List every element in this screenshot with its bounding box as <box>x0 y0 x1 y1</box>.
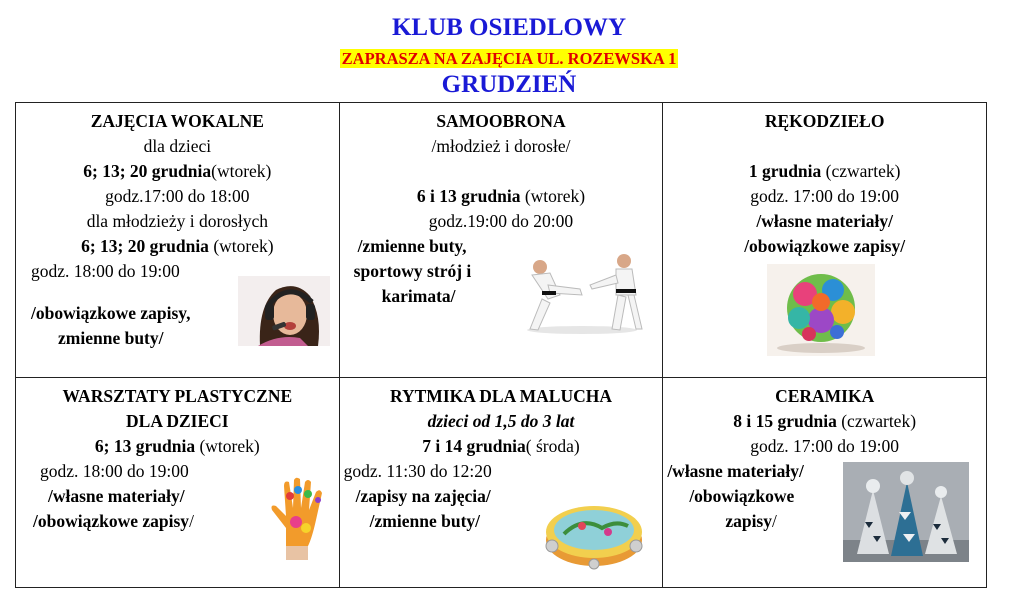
ceramics-time: godz. 17:00 do 19:00 <box>750 436 900 456</box>
ceramics-dates <box>667 409 982 434</box>
ceramics-note-2: /obowiązkowe <box>689 486 795 506</box>
cell-ceramics <box>663 378 987 588</box>
art-title-2: DLA DZIECI <box>126 411 229 431</box>
ceramics-dates-text: 8 i 15 grudnia <box>733 411 837 431</box>
selfdefense-note-2: sportowy strój i <box>353 261 472 281</box>
vocal-day-adults: (wtorek) <box>208 236 274 256</box>
selfdefense-time: godz.19:00 do 20:00 <box>428 211 574 231</box>
rhythm-time: godz. 11:30 do 12:20 <box>343 461 492 481</box>
selfdefense-title: SAMOOBRONA <box>436 111 566 131</box>
singer-image <box>238 276 330 346</box>
selfdefense-dates <box>344 184 659 209</box>
vocal-dates-kids <box>20 159 335 184</box>
selfdefense-note-1: /zmienne buty, <box>357 236 467 256</box>
handicraft-dates-text: 1 grudnia <box>748 161 822 181</box>
rhythm-title: RYTMIKA DLA MALUCHA <box>389 386 612 406</box>
vocal-note-2: zmienne buty/ <box>58 328 164 348</box>
paper-flower-ball-image <box>767 264 875 356</box>
cell-rhythm <box>339 378 663 588</box>
vocal-time-kids: godz.17:00 do 18:00 <box>105 186 250 206</box>
ceramics-note-1: /własne materiały/ <box>667 461 804 481</box>
rhythm-group: dzieci od 1,5 do 3 lat <box>427 411 575 431</box>
handicraft-title: RĘKODZIEŁO <box>764 111 885 131</box>
invite-text: ZAPRASZA NA ZAJĘCIA UL. ROZEWSKA 1 <box>341 49 677 68</box>
vocal-dates-kids-text: 6; 13; 20 grudnia <box>83 161 212 181</box>
rhythm-note-1: /zapisy na zajęcia/ <box>355 486 491 506</box>
art-note-2: /obowiązkowe zapisy <box>33 511 190 531</box>
art-day: (wtorek) <box>195 436 260 456</box>
vocal-group-adults: dla młodzieży i dorosłych <box>86 211 268 231</box>
ceramics-day: (czwartek) <box>836 411 917 431</box>
rhythm-note-2: /zmienne buty/ <box>369 511 481 531</box>
ceramics-title: CERAMIKA <box>775 386 875 406</box>
art-note-1: /własne materiały/ <box>48 486 185 506</box>
vocal-dates-adults-text: 6; 13; 20 grudnia <box>81 236 209 256</box>
tambourine-image <box>542 494 646 570</box>
art-title-1: WARSZTATY PLASTYCZNE <box>62 386 293 406</box>
invite-line <box>0 49 1018 69</box>
handicraft-note-2: /obowiązkowe zapisy/ <box>744 236 906 256</box>
selfdefense-day: (wtorek) <box>520 186 586 206</box>
ceramics-note-3-end: / <box>772 511 777 531</box>
vocal-group-kids: dla dzieci <box>143 136 212 156</box>
vocal-note-1: /obowiązkowe zapisy, <box>31 303 191 323</box>
rhythm-dates-text: 7 i 14 grudnia <box>422 436 526 456</box>
cell-art-workshop <box>16 378 340 588</box>
selfdefense-note-3: karimata/ <box>381 286 456 306</box>
vocal-day-kids: (wtorek) <box>211 161 272 181</box>
handicraft-day: (czwartek) <box>821 161 901 181</box>
club-title: KLUB OSIEDLOWY <box>391 14 627 41</box>
vocal-time-adults: godz. 18:00 do 19:00 <box>31 261 180 281</box>
schedule-row <box>16 103 987 378</box>
handicraft-dates <box>667 159 982 184</box>
art-time: godz. 18:00 do 19:00 <box>40 461 189 481</box>
selfdefense-dates-text: 6 i 13 grudnia <box>416 186 521 206</box>
schedule-row <box>16 378 987 588</box>
cell-handicraft <box>663 103 987 378</box>
cell-vocal <box>16 103 340 378</box>
art-note-2-end: / <box>189 511 194 531</box>
schedule-table <box>15 102 987 588</box>
painted-hand-image <box>266 476 328 560</box>
month-title: GRUDZIEŃ <box>441 71 577 98</box>
ceramics-note-3: zapisy <box>725 511 772 531</box>
handicraft-note-1: /własne materiały/ <box>756 211 893 231</box>
rhythm-dates <box>344 434 659 459</box>
handicraft-time: godz. 17:00 do 19:00 <box>750 186 900 206</box>
rhythm-day: ( środa) <box>525 436 580 456</box>
karate-image <box>520 245 644 335</box>
vocal-dates-adults <box>20 234 335 259</box>
vocal-title: ZAJĘCIA WOKALNE <box>90 111 264 131</box>
art-dates-text: 6; 13 grudnia <box>94 436 196 456</box>
selfdefense-group: /młodzież i dorosłe/ <box>431 136 571 156</box>
cell-self-defense <box>339 103 663 378</box>
ceramic-figures-image <box>843 462 969 562</box>
art-dates <box>20 434 335 459</box>
